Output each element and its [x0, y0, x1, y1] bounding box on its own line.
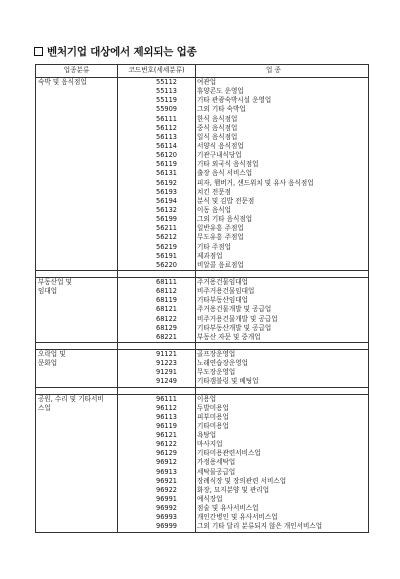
industry-code: 68112: [156, 287, 177, 296]
code-cell: [118, 394, 196, 532]
industry-name: 치킨 전문점: [197, 187, 231, 196]
group-spacer-row: [36, 387, 369, 394]
industry-code: 55909: [156, 105, 177, 114]
category-cell: [36, 277, 118, 342]
table-body: [36, 78, 369, 533]
industry-code: 56131: [156, 169, 177, 178]
industry-code: 96913: [156, 467, 177, 476]
industry-name: 주거용건물개발 및 공급업: [197, 305, 272, 314]
industry-name: 기타 주점업: [197, 242, 231, 251]
industry-code: 55119: [156, 96, 177, 105]
industry-code: 68121: [156, 305, 177, 314]
industry-code: 56120: [156, 151, 177, 160]
industry-name: 한식 음식점업: [197, 114, 238, 123]
industry-code: 56119: [156, 160, 177, 169]
industry-name: 기타미용업: [197, 421, 229, 430]
industry-code: 56113: [156, 132, 177, 141]
table-row: [36, 349, 369, 387]
spacer-cell: [118, 270, 196, 277]
industry-code: 56219: [156, 242, 177, 251]
industry-name: 부동산 자문 및 중개업: [197, 332, 261, 341]
industry-name: 노래연습장운영업: [197, 359, 248, 368]
industry-name: 그외 기타 숙박업: [197, 105, 246, 114]
industry-name: 두발미용업: [197, 403, 229, 412]
industry-name: 세탁물공급업: [197, 467, 236, 476]
industry-code: 56199: [156, 215, 177, 224]
industry-name: 일식 음식점업: [197, 132, 238, 141]
industry-name: 피부미용업: [197, 412, 229, 421]
industry-name: 예식장업: [197, 495, 223, 504]
industry-name: 여관업: [197, 78, 217, 86]
industry-code: 96113: [156, 412, 177, 421]
industry-code: 91223: [156, 359, 177, 368]
industry-name: 비주거용건물개발 및 공급업: [197, 314, 278, 323]
industry-code: 96119: [156, 421, 177, 430]
industry-code: 91121: [156, 349, 177, 358]
spacer-cell: [36, 270, 118, 277]
industry-name: 일반유흥 주점업: [197, 224, 244, 233]
code-cell: [118, 277, 196, 342]
industry-code: 68119: [156, 296, 177, 305]
page-title: [34, 44, 197, 59]
industry-name-cell: [196, 277, 369, 342]
industry-code: 68111: [156, 277, 177, 286]
header-name: 업 종: [196, 65, 369, 78]
industry-code: 96991: [156, 495, 177, 504]
industry-code: 91249: [156, 377, 177, 386]
category-label: 숙박 및 음식점업: [38, 78, 87, 86]
industry-name: 기관구내식당업: [197, 151, 242, 160]
checkbox-square-icon: [34, 47, 43, 56]
industry-code: 56220: [156, 260, 177, 269]
industry-name: 기타부동산개발 및 공급업: [197, 323, 272, 332]
industry-code: 56132: [156, 205, 177, 214]
industry-code: 56194: [156, 196, 177, 205]
industry-name-cell: [196, 349, 369, 387]
industry-name: 이용업: [197, 394, 217, 403]
excluded-industries-table: [35, 64, 369, 533]
industry-name: 중식 음식점업: [197, 123, 238, 132]
category-label: 스업: [38, 403, 51, 412]
industry-name: 기타미용관련서비스업: [197, 449, 261, 458]
industry-code: 55112: [156, 78, 177, 86]
industry-name: 골프장운영업: [197, 349, 236, 358]
group-spacer-row: [36, 342, 369, 349]
industry-code: 96912: [156, 458, 177, 467]
industry-name: 비주거용건물임대업: [197, 287, 255, 296]
industry-name: 출장 음식 서비스업: [197, 169, 253, 178]
industry-code: 96112: [156, 403, 177, 412]
industry-name: 서양식 음식점업: [197, 141, 244, 150]
industry-name: 장례식장 및 장의관련 서비스업: [197, 476, 287, 485]
category-cell: [36, 394, 118, 532]
spacer-cell: [118, 387, 196, 394]
spacer-cell: [196, 270, 369, 277]
spacer-cell: [196, 387, 369, 394]
category-label: 오락업 및: [38, 349, 66, 358]
industry-name-cell: [196, 78, 369, 271]
industry-code: 56111: [156, 114, 177, 123]
category-label: 문화업: [38, 359, 58, 368]
industry-name: 무도장운영업: [197, 368, 236, 377]
table-header-row: [36, 65, 369, 78]
industry-code: 55113: [156, 87, 177, 96]
spacer-cell: [118, 342, 196, 349]
industry-code: 96999: [156, 522, 177, 531]
industry-code: 91291: [156, 368, 177, 377]
industry-name-cell: [196, 394, 369, 532]
group-spacer-row: [36, 270, 369, 277]
industry-code: 68122: [156, 314, 177, 323]
industry-name: 기타부동산임대업: [197, 296, 248, 305]
category-label: 공원, 수리 및 기타서비: [38, 394, 104, 403]
industry-name: 마사지업: [197, 440, 223, 449]
header-code: 코드번호(세세분류): [118, 65, 196, 78]
page-title-text: 벤처기업 대상에서 제외되는 업종: [47, 46, 197, 58]
industry-name: 기타 관광숙박시설 운영업: [197, 96, 272, 105]
industry-code: 96992: [156, 504, 177, 513]
industry-code: 96122: [156, 440, 177, 449]
industry-name: 그외 기타 음식점업: [197, 215, 253, 224]
industry-name: 분식 및 김밥 전문점: [197, 196, 255, 205]
industry-name: 화장, 묘지분양 및 관리업: [197, 485, 270, 494]
spacer-cell: [36, 387, 118, 394]
category-cell: [36, 78, 118, 271]
industry-name: 피자, 햄버거, 샌드위치 및 유사 음식점업: [197, 178, 314, 187]
category-cell: [36, 349, 118, 387]
industry-name: 욕탕업: [197, 431, 217, 440]
table-row: [36, 394, 369, 532]
industry-code: 96111: [156, 394, 177, 403]
industry-code: 56192: [156, 178, 177, 187]
industry-name: 휴양콘도 운영업: [197, 87, 244, 96]
industry-code: 68221: [156, 332, 177, 341]
industry-name: 점술 및 유사서비스업: [197, 504, 259, 513]
industry-name: 비알콜 음료점업: [197, 260, 244, 269]
industry-code: 56114: [156, 141, 177, 150]
code-cell: [118, 78, 196, 271]
industry-name: 그외 기타 달리 분류되지 않은 개인서비스업: [197, 522, 323, 531]
header-category: 업종분류: [36, 65, 118, 78]
industry-code: 56191: [156, 251, 177, 260]
industry-code: 56193: [156, 187, 177, 196]
spacer-cell: [196, 342, 369, 349]
industry-name: 무도유흥 주점업: [197, 233, 244, 242]
spacer-cell: [36, 342, 118, 349]
industry-code: 56112: [156, 123, 177, 132]
industry-code: 56212: [156, 233, 177, 242]
industry-name: 가정용세탁업: [197, 458, 236, 467]
industry-code: 96121: [156, 431, 177, 440]
industry-name: 이동 음식업: [197, 205, 231, 214]
industry-code: 56211: [156, 224, 177, 233]
industry-name: 제과점업: [197, 251, 223, 260]
table-row: [36, 277, 369, 342]
industry-code: 96921: [156, 476, 177, 485]
industry-name: 개인간병인 및 유사서비스업: [197, 513, 278, 522]
industry-code: 96922: [156, 485, 177, 494]
code-cell: [118, 349, 196, 387]
industry-name: 기타갬블링 및 베팅업: [197, 377, 259, 386]
industry-code: 96993: [156, 513, 177, 522]
industry-name: 기타 외국식 음식점업: [197, 160, 259, 169]
table-row: [36, 78, 369, 271]
industry-code: 96129: [156, 449, 177, 458]
category-label: 부동산업 및: [38, 277, 72, 286]
industry-code: 68129: [156, 323, 177, 332]
industry-name: 주거용건물임대업: [197, 277, 248, 286]
category-label: 임대업: [38, 287, 58, 296]
